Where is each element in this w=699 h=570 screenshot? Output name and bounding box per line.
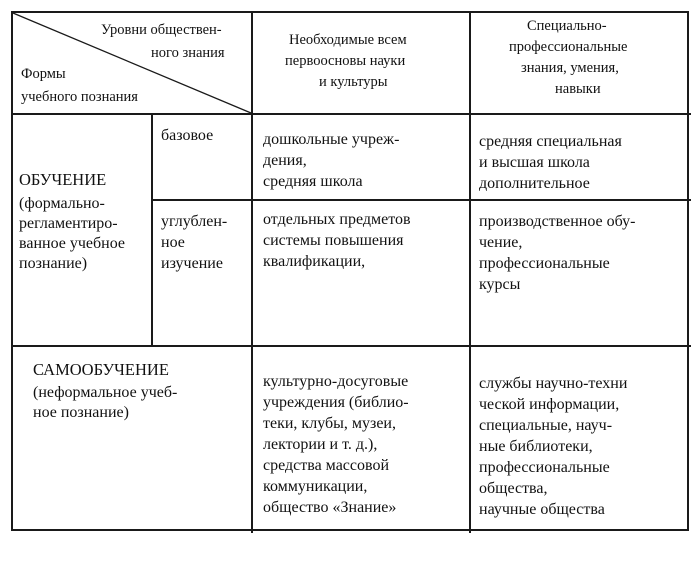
basic-col1-line-1: дошкольные учреж- bbox=[263, 131, 400, 148]
col2-header-line-2: профессиональные bbox=[509, 39, 628, 55]
vertical-divider-2 bbox=[469, 13, 471, 533]
samo-col2-line-5: профессиональные bbox=[479, 459, 610, 476]
row-divider bbox=[13, 345, 691, 347]
samo-col2-line-7: научные общества bbox=[479, 501, 605, 518]
basic-col1-line-3: средняя школа bbox=[263, 173, 363, 190]
samo-col2-line-2: ческой информации, bbox=[479, 396, 620, 413]
obuchenie-subtitle-4: познание) bbox=[19, 255, 88, 272]
samo-col2-line-6: общества, bbox=[479, 480, 548, 497]
samo-col1-line-7: общество «Знание» bbox=[263, 499, 397, 516]
sublevel-divider bbox=[151, 199, 691, 201]
samo-col1-line-5: средства массовой bbox=[263, 457, 389, 474]
level-advanced-line-3: изучение bbox=[161, 255, 223, 272]
header-divider bbox=[13, 113, 691, 115]
basic-col2-line-2: и высшая школа bbox=[479, 154, 590, 171]
level-advanced-line-2: ное bbox=[161, 234, 185, 251]
corner-bottom-line-2: учебного познания bbox=[21, 89, 138, 105]
obuchenie-subtitle-2: регламентиро- bbox=[19, 215, 118, 232]
basic-col2-line-1: средняя специальная bbox=[479, 133, 622, 150]
basic-col2-line-3: дополнительное bbox=[479, 175, 590, 192]
advanced-col2-line-4: курсы bbox=[479, 276, 521, 293]
samo-col1-line-3: теки, клубы, музеи, bbox=[263, 415, 396, 432]
samo-col1-line-2: учреждения (библио- bbox=[263, 394, 409, 411]
corner-bottom-line-1: Формы bbox=[21, 66, 66, 82]
level-basic: базовое bbox=[161, 127, 214, 144]
obuchenie-subtitle-1: (формально- bbox=[19, 195, 105, 212]
samo-col2-line-1: службы научно-техни bbox=[479, 375, 628, 392]
col2-header-line-1: Специально- bbox=[527, 18, 607, 34]
col1-header-line-3: и культуры bbox=[319, 74, 388, 90]
basic-col1-line-2: дения, bbox=[263, 152, 307, 169]
col1-header-line-2: первоосновы науки bbox=[285, 53, 406, 69]
col1-header-line-1: Необходимые всем bbox=[289, 32, 407, 48]
advanced-col2-line-1: производственное обу- bbox=[479, 213, 636, 230]
corner-top-line-1: Уровни обществен- bbox=[101, 22, 222, 38]
education-forms-table bbox=[11, 11, 689, 531]
samo-col1-line-4: лектории и т. д.), bbox=[263, 436, 378, 453]
advanced-col1-line-3: квалификации, bbox=[263, 253, 366, 270]
advanced-col1-line-1: отдельных предметов bbox=[263, 211, 411, 228]
obuchenie-title: ОБУЧЕНИЕ bbox=[19, 170, 107, 189]
advanced-col2-line-2: чение, bbox=[479, 234, 523, 251]
col2-header-line-4: навыки bbox=[555, 81, 601, 97]
advanced-col2-line-3: профессиональные bbox=[479, 255, 610, 272]
level-advanced-line-1: углублен- bbox=[161, 213, 228, 230]
vertical-divider-1 bbox=[251, 13, 253, 533]
samoobuchenie-subtitle-2: ное познание) bbox=[33, 404, 129, 421]
obuchenie-subtitle-3: ванное учебное bbox=[19, 235, 126, 252]
vertical-divider-level bbox=[151, 113, 153, 345]
col2-header-line-3: знания, умения, bbox=[521, 60, 619, 76]
samo-col2-line-3: специальные, науч- bbox=[479, 417, 613, 434]
samo-col1-line-1: культурно-досуговые bbox=[263, 373, 409, 390]
samo-col2-line-4: ные библиотеки, bbox=[479, 438, 593, 455]
advanced-col1-line-2: системы повышения bbox=[263, 232, 404, 249]
samo-col1-line-6: коммуникации, bbox=[263, 478, 368, 495]
corner-top-line-2: ного знания bbox=[151, 45, 225, 61]
samoobuchenie-subtitle-1: (неформальное учеб- bbox=[33, 384, 178, 401]
samoobuchenie-title: САМООБУЧЕНИЕ bbox=[33, 360, 169, 379]
